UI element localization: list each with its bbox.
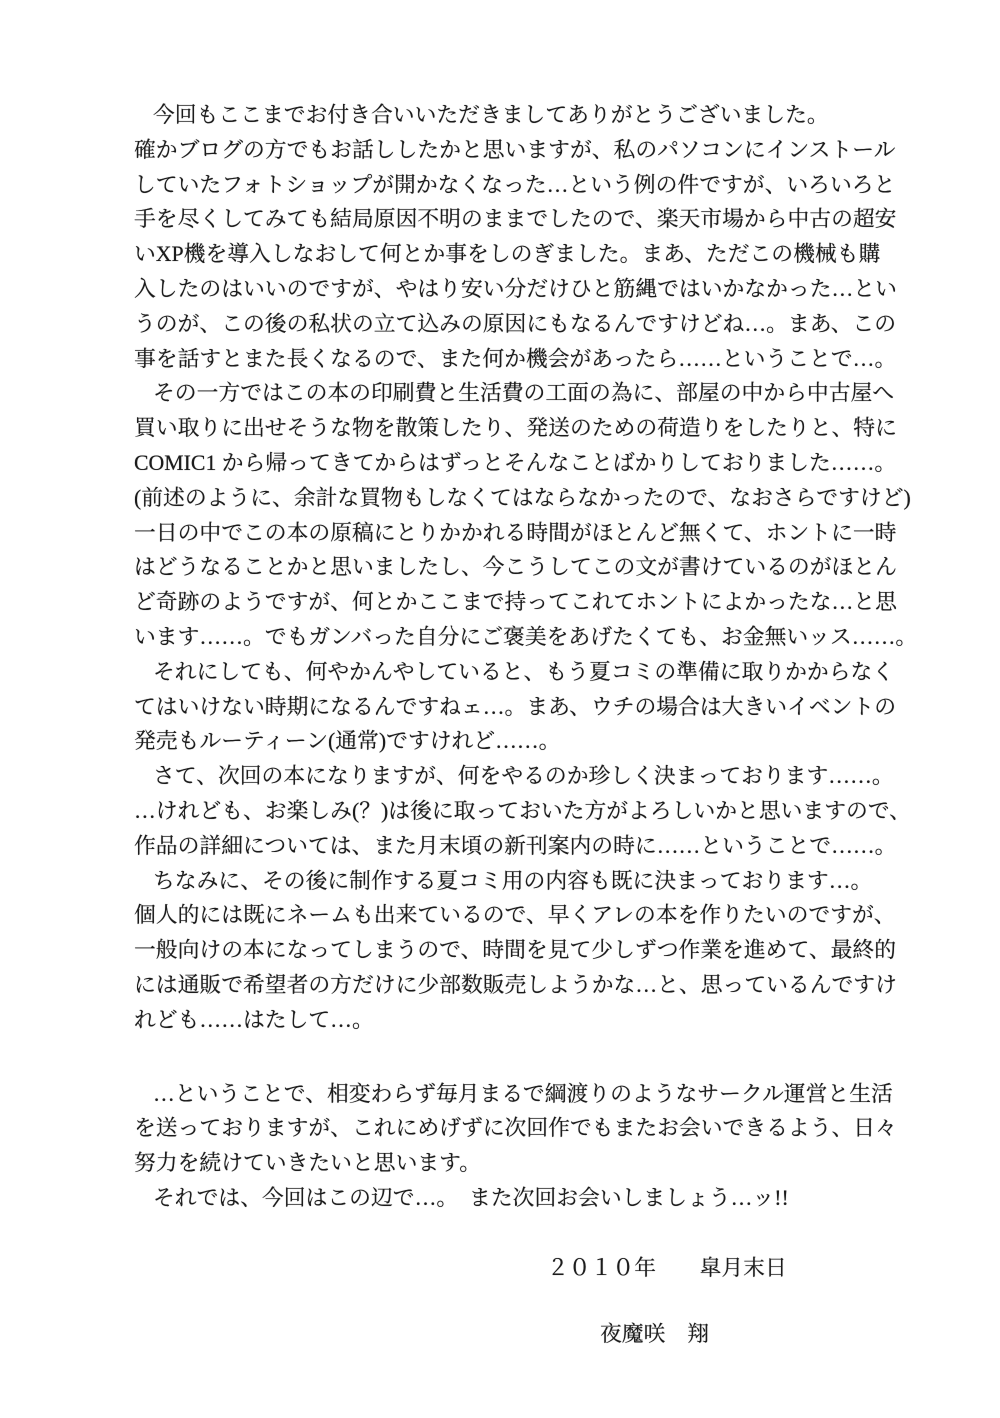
- text-line: います……。でもガンバった自分にご褒美をあげたくても、お金無いッス……。: [134, 624, 918, 649]
- text-line: 買い取りに出せそうな物を散策したり、発送のための荷造りをしたりと、特に: [134, 416, 897, 441]
- text-line: 手を尽くしてみても結局原因不明のままでしたので、楽天市場から中古の超安: [134, 207, 897, 232]
- text-line: 入したのはいいのですが、やはり安い分だけひと筋縄ではいかなかった…とい: [134, 276, 897, 301]
- text-line: 個人的には既にネームも出来ているので、早くアレの本を作りたいのですが、: [134, 903, 896, 928]
- paragraph-gap: [134, 1038, 964, 1077]
- text-line: …けれども、お楽しみ(？)は後に取っておいた方がよろしいかと思いますので、: [134, 798, 911, 823]
- signature-gap: [134, 1286, 964, 1317]
- text-line: いXP機を導入しなおして何とか事をしのぎました。まあ、ただこの機械も購: [134, 242, 881, 267]
- afterword-text-block: [134, 98, 964, 1351]
- text-line: ちなみに、その後に制作する夏コミ用の内容も既に決まっております…。: [153, 868, 873, 893]
- date-line: ２０１０年 皐月末日: [547, 1255, 787, 1280]
- text-line: うのが、この後の私状の立て込みの原因にもなるんですけどね…。まあ、この: [134, 311, 897, 336]
- text-line: COMIC1 から帰ってきてからはずっとそんなことばかりしておりました……。: [134, 450, 897, 475]
- author-signature: 夜魔咲 翔: [600, 1321, 709, 1346]
- text-line: 今回もここまでお付き合いいただきましてありがとうございました。: [153, 103, 829, 127]
- text-line: それにしても、何やかんやしていると、もう夏コミの準備に取りかからなく: [153, 659, 895, 684]
- text-line: それでは、今回はこの辺で…。 また次回お会いしましょう…ッ!!: [153, 1185, 789, 1210]
- text-line: には通販で希望者の方だけに少部数販売しようかな…と、思っているんですけ: [134, 972, 897, 997]
- text-line: 事を話すとまた長くなるので、また何か機会があったら……ということで…。: [134, 346, 897, 371]
- text-line: (前述のように、余計な買物もしなくてはならなかったので、なおさらですけど): [134, 485, 911, 510]
- date-gap: [134, 1216, 964, 1251]
- text-line: 一日の中でこの本の原稿にとりかかれる時間がほとんど無くて、ホントに一時: [134, 520, 897, 545]
- text-line: その一方ではこの本の印刷費と生活費の工面の為に、部屋の中から中古屋へ: [153, 381, 895, 406]
- text-line: れども……はたして…。: [134, 1007, 374, 1032]
- text-line: 作品の詳細については、また月末頃の新刊案内の時に……ということで……。: [134, 833, 897, 858]
- text-line: …ということで、相変わらず毎月まるで綱渡りのようなサークル運営と生活: [153, 1081, 893, 1106]
- text-line: はどうなることかと思いましたし、今こうしてこの文が書けているのがほとん: [134, 555, 897, 580]
- text-line: 努力を続けていきたいと思います。: [134, 1151, 482, 1176]
- text-line: 確かブログの方でもお話ししたかと思いますが、私のパソコンにインストール: [134, 137, 896, 162]
- text-line: てはいけない時期になるんですねェ…。まあ、ウチの場合は大きいイベントの: [134, 694, 897, 719]
- text-line: さて、次回の本になりますが、何をやるのか珍しく決まっております……。: [153, 764, 894, 789]
- text-line: ど奇跡のようですが、何とかここまで持ってこれてホントによかったな…と思: [134, 590, 897, 615]
- text-line: していたフォトショップが開かなくなった…という例の件ですが、いろいろと: [134, 172, 896, 197]
- text-line: 発売もルーティーン(通常)ですけれど……。: [134, 729, 561, 754]
- text-line: を送っておりますが、これにめげずに次回作でもまたお会いできるよう、日々: [134, 1116, 897, 1141]
- text-line: 一般向けの本になってしまうので、時間を見て少しずつ作業を進めて、最終的: [134, 938, 897, 963]
